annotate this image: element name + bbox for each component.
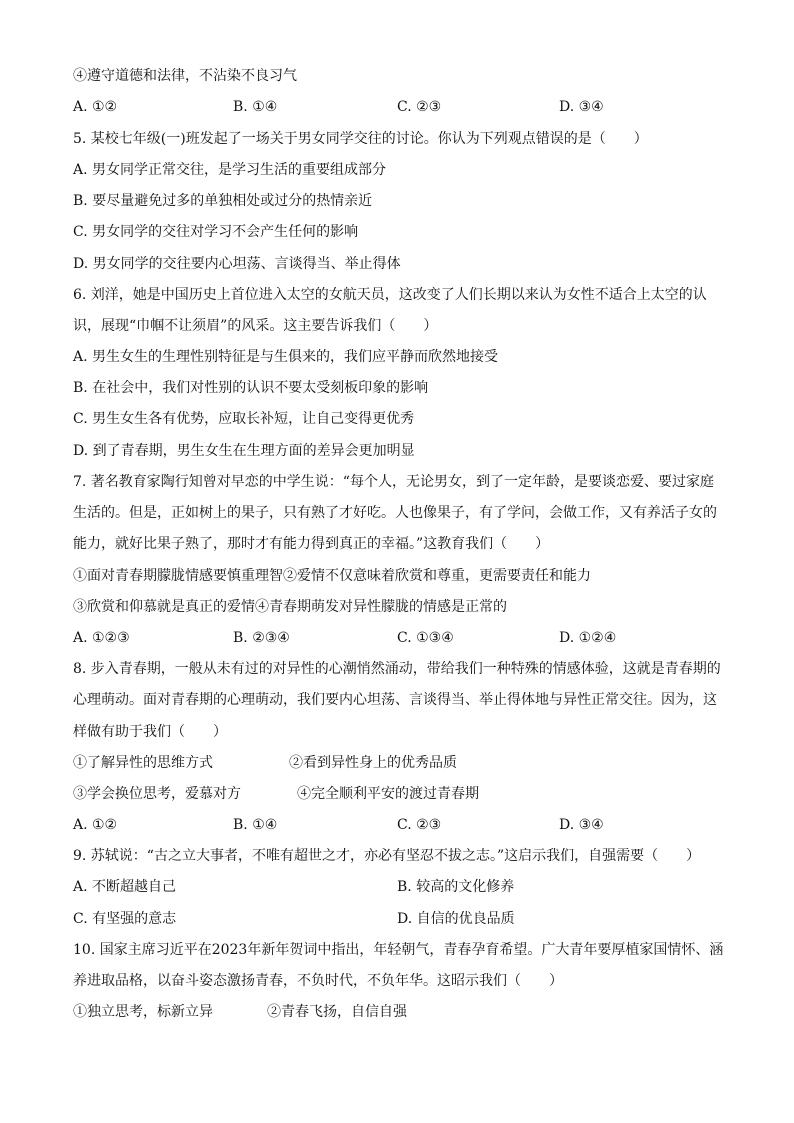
- q5-option-d: D. 男女同学的交往要内心坦荡、言谈得当、举止得体: [73, 256, 401, 272]
- q8-option-b: B. ①④: [233, 817, 278, 833]
- q6-option-c: C. 男生女生各有优势，应取长补短，让自己变得更优秀: [73, 411, 415, 427]
- q8-option-a: A. ①②: [73, 817, 118, 833]
- q7-stem-line-1: 7. 著名教育家陶行知曾对早恋的中学生说：“每个人，无论男女，到了一定年龄，是要谈恋爱、要过家庭: [73, 474, 714, 490]
- q6-option-b: B. 在社会中，我们对性别的认识不要太受刻板印象的影响: [73, 380, 429, 396]
- q5-stem: 5. 某校七年级(一)班发起了一场关于男女同学交往的讨论。你认为下列观点错误的是（ ）: [73, 131, 648, 147]
- q10-stem-line-1: 10. 国家主席习近平在2023年新年贺词中指出，年轻朝气，青春孕育希望。广大青年要厚植家国情怀、涵: [73, 942, 724, 958]
- q9-option-d: D. 自信的优良品质: [397, 911, 515, 927]
- q6-stem-line-1: 6. 刘洋，她是中国历史上首位进入太空的女航天员，这改变了人们长期以来认为女性不适合上太空的认: [73, 287, 707, 303]
- q10-statements-row-1: [73, 1002, 722, 1022]
- q7-option-b: B. ②③④: [233, 630, 290, 646]
- q8-stem-line-3: 样做有助于我们（ ）: [73, 724, 227, 740]
- q9-stem: 9. 苏轼说：“古之立大事者，不唯有超世之才，亦必有坚忍不拔之志。”这启示我们，自强需要（ ）: [73, 848, 701, 864]
- q9-option-c: C. 有坚强的意志: [73, 911, 177, 927]
- q7-statements-1-2: ①面对青春期朦胧情感要慎重理智②爱情不仅意味着欣赏和尊重，更需要责任和能力: [73, 568, 591, 584]
- q4-statement-4: ④遵守道德和法律，不沾染不良习气: [73, 68, 297, 84]
- q8-stem-line-1: 8. 步入青春期，一般从未有过的对异性的心潮悄然涌动，带给我们一种特殊的情感体验，这就是青春期的: [73, 661, 721, 677]
- q4-option-a: A. ①②: [73, 99, 118, 115]
- q7-stem-line-2: 生活的。但是，正如树上的果子，只有熟了才好吃。人也像果子，有了学问，会做工作，又有养活子女的: [73, 505, 717, 521]
- q7-statements-3-4: ③欣赏和仰慕就是真正的爱情④青春期萌发对异性朦胧的情感是正常的: [73, 599, 507, 615]
- q8-option-d: D. ③④: [559, 817, 604, 833]
- q10-statement-2: ②青春飞扬，自信自强: [267, 1004, 407, 1020]
- q6-option-d: D. 到了青春期，男生女生在生理方面的差异会更加明显: [73, 443, 415, 459]
- q4-options: [73, 97, 722, 117]
- q7-option-d: D. ①②④: [559, 630, 617, 646]
- q6-stem-line-2: 识，展现“巾帼不让须眉”的风采。这主要告诉我们（ ）: [73, 318, 438, 334]
- q7-options: [73, 628, 722, 648]
- q9-options-row-1: [73, 877, 722, 897]
- q4-option-d: D. ③④: [559, 99, 604, 115]
- q8-statements-row-2: [73, 784, 722, 804]
- q9-option-a: A. 不断超越自己: [73, 879, 177, 895]
- q9-options-row-2: [73, 909, 722, 929]
- q8-statement-2: ②看到异性身上的优秀品质: [289, 755, 457, 771]
- q7-option-a: A. ①②③: [73, 630, 130, 646]
- q5-option-b: B. 要尽量避免过多的单独相处或过分的热情亲近: [73, 193, 373, 209]
- q5-option-c: C. 男女同学的交往对学习不会产生任何的影响: [73, 224, 359, 240]
- q4-option-b: B. ①④: [233, 99, 278, 115]
- q8-statement-1: ①了解异性的思维方式: [73, 755, 213, 771]
- q10-stem-line-2: 养进取品格，以奋斗姿态激扬青春，不负时代，不负年华。这昭示我们（ ）: [73, 973, 563, 989]
- q7-stem-line-3: 能力，就好比果子熟了，那时才有能力得到真正的幸福。”这教育我们（ ）: [73, 536, 550, 552]
- q4-option-c: C. ②③: [397, 99, 442, 115]
- q8-statements-row-1: [73, 753, 722, 773]
- q7-option-c: C. ①③④: [397, 630, 454, 646]
- q8-statement-4: ④完全顺利平安的渡过青春期: [297, 786, 479, 802]
- q10-statement-1: ①独立思考，标新立异: [73, 1004, 213, 1020]
- q6-option-a: A. 男生女生的生理性别特征是与生俱来的，我们应平静而欣然地接受: [73, 349, 499, 365]
- q8-options: [73, 815, 722, 835]
- q9-option-b: B. 较高的文化修养: [397, 879, 515, 895]
- q8-option-c: C. ②③: [397, 817, 442, 833]
- q8-statement-3: ③学会换位思考，爱慕对方: [73, 786, 241, 802]
- q8-stem-line-2: 心理萌动。面对青春期的心理萌动，我们要内心坦荡、言谈得当、举止得体地与异性正常交往。因为，这: [73, 692, 717, 708]
- q5-option-a: A. 男女同学正常交往，是学习生活的重要组成部分: [73, 162, 387, 178]
